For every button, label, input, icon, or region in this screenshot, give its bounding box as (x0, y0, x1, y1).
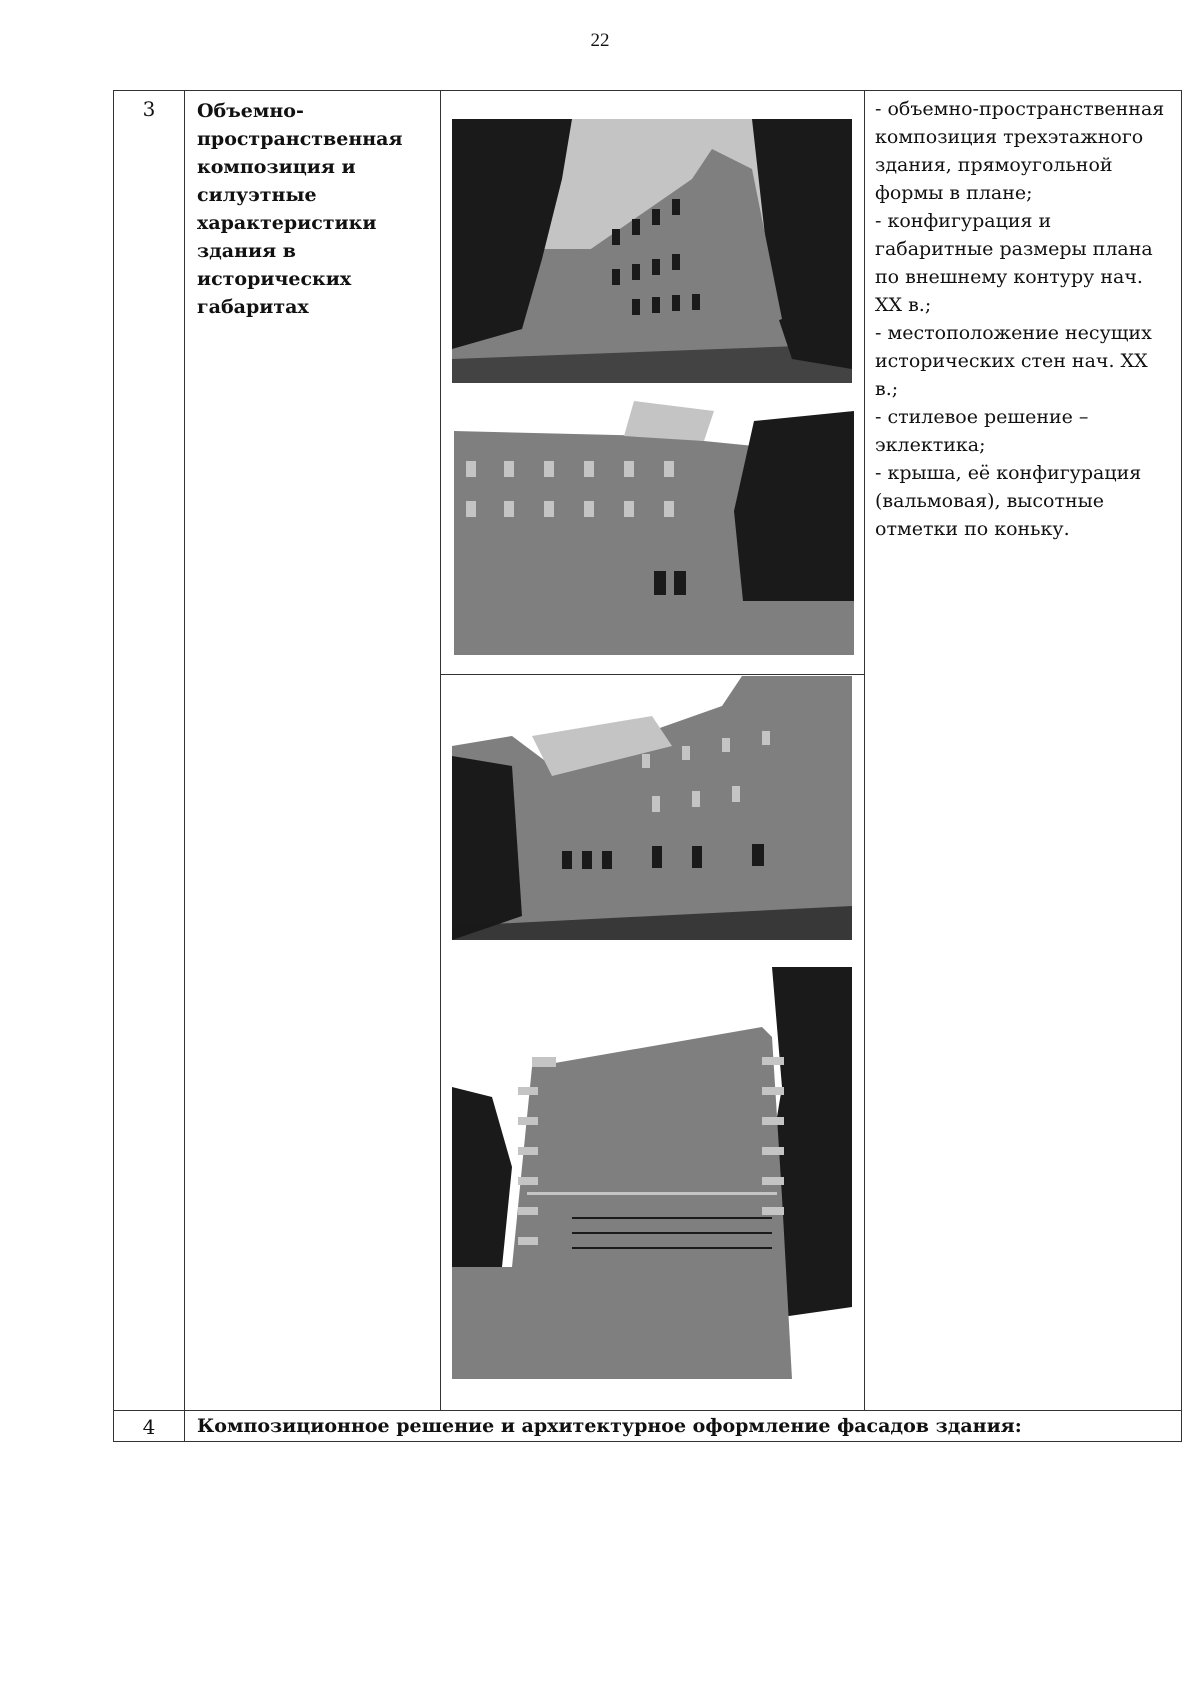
building-photo-side-view (452, 676, 852, 940)
description-item: - конфигурация и габаритные размеры плана по внешнему контуру нач. XX в.; (875, 210, 1153, 316)
description-cell (865, 91, 1182, 1411)
description-item: - местоположение несущих исторических стен нач. XX в.; (875, 322, 1152, 400)
photo-cell (441, 91, 865, 1411)
row-number: 3 (114, 91, 185, 1411)
building-photo-facade (454, 391, 854, 655)
criterion-label: Объемно-пространственная композиция и силуэтные характеристики здания в исторических габаритах (185, 91, 441, 1411)
photo-divider (441, 674, 865, 675)
building-photo-end-facade (452, 967, 852, 1379)
table-row-3 (114, 91, 1182, 1411)
row-number: 4 (114, 1411, 185, 1442)
description-item: - объемно-пространственная композиция трехэтажного здания, прямоугольной формы в плане; (875, 98, 1165, 204)
description-item: - крыша, её конфигурация (вальмовая), высотные отметки по коньку. (875, 462, 1142, 540)
section-title: Композиционное решение и архитектурное оформление фасадов здания: (185, 1411, 1182, 1442)
heritage-table (113, 90, 1182, 1442)
description-item: - стилевое решение – эклектика; (875, 406, 1089, 456)
building-photo-corner-view (452, 119, 852, 383)
page-number: 22 (590, 30, 610, 51)
table-row-4 (114, 1411, 1182, 1442)
